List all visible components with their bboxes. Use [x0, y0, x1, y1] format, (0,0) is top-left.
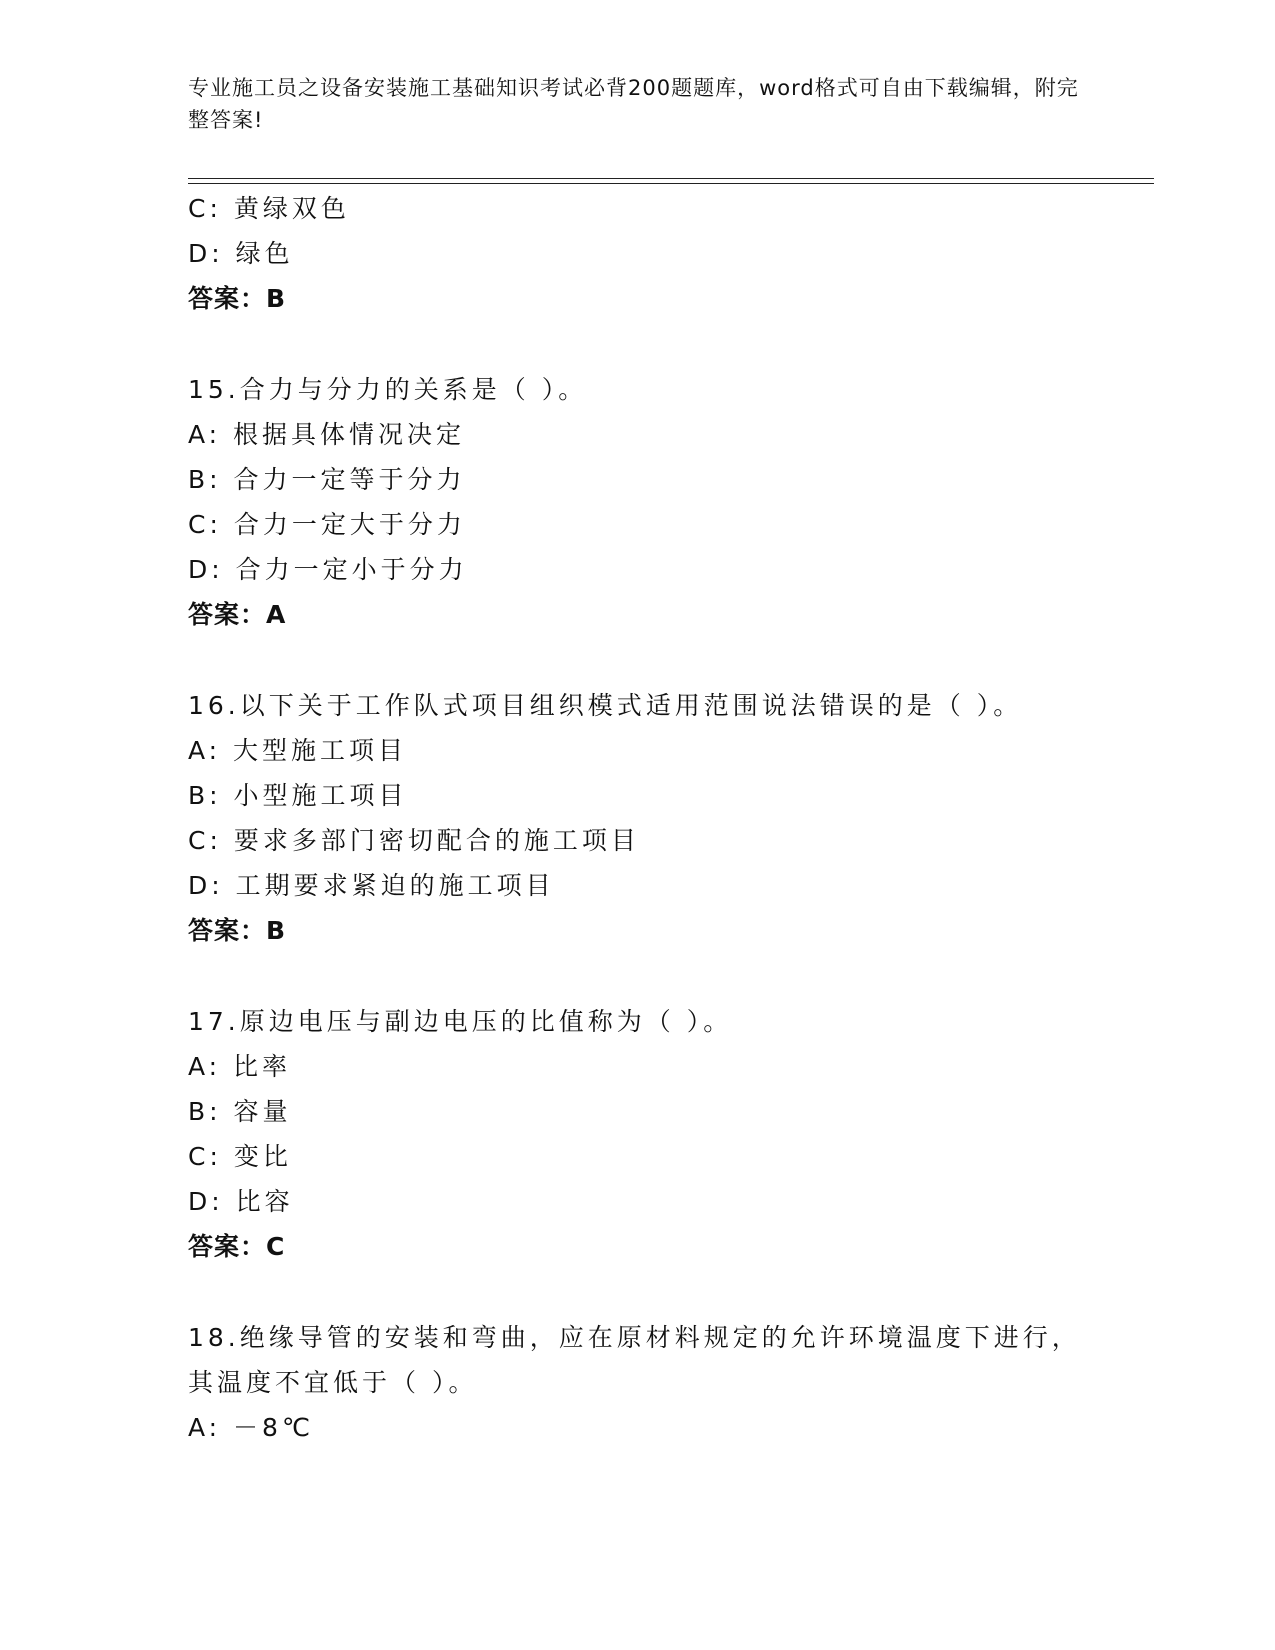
option-d: D: 工期要求紧迫的施工项目 [188, 871, 555, 900]
answer: 答案：A [188, 600, 287, 629]
answer: 答案：B [188, 916, 287, 945]
option-c: C: 黄绿双色 [188, 194, 350, 223]
header-divider-top [188, 178, 1154, 179]
question-18-line-2: 其温度不宜低于（ ）。 [188, 1368, 478, 1397]
option-a: A: 比率 [188, 1052, 292, 1081]
option-b: B: 合力一定等于分力 [188, 465, 466, 494]
option-a: A: 根据具体情况决定 [188, 420, 466, 449]
document-header: 专业施工员之设备安装施工基础知识考试必背200题题库，word格式可自由下载编辑，附完整答案! [188, 76, 1079, 132]
option-c: C: 变比 [188, 1142, 292, 1171]
answer: 答案：B [188, 284, 287, 313]
option-a: A: 大型施工项目 [188, 736, 408, 765]
option-c: C: 合力一定大于分力 [188, 510, 466, 539]
header-divider-bottom [188, 183, 1154, 184]
option-d: D: 比容 [188, 1187, 294, 1216]
answer: 答案：C [188, 1232, 286, 1261]
option-a: A: －8℃ [188, 1413, 315, 1442]
option-d: D: 合力一定小于分力 [188, 555, 468, 584]
option-b: B: 容量 [188, 1097, 292, 1126]
question-18-line-1: 18.绝缘导管的安装和弯曲，应在原材料规定的允许环境温度下进行， [188, 1323, 1081, 1352]
option-c: C: 要求多部门密切配合的施工项目 [188, 826, 640, 855]
question-15: 15.合力与分力的关系是（ ）。 [188, 375, 588, 404]
question-16: 16.以下关于工作队式项目组织模式适用范围说法错误的是（ ）。 [188, 691, 1023, 720]
option-b: B: 小型施工项目 [188, 781, 408, 810]
option-d: D: 绿色 [188, 239, 294, 268]
question-17: 17.原边电压与副边电压的比值称为（ ）。 [188, 1007, 733, 1036]
